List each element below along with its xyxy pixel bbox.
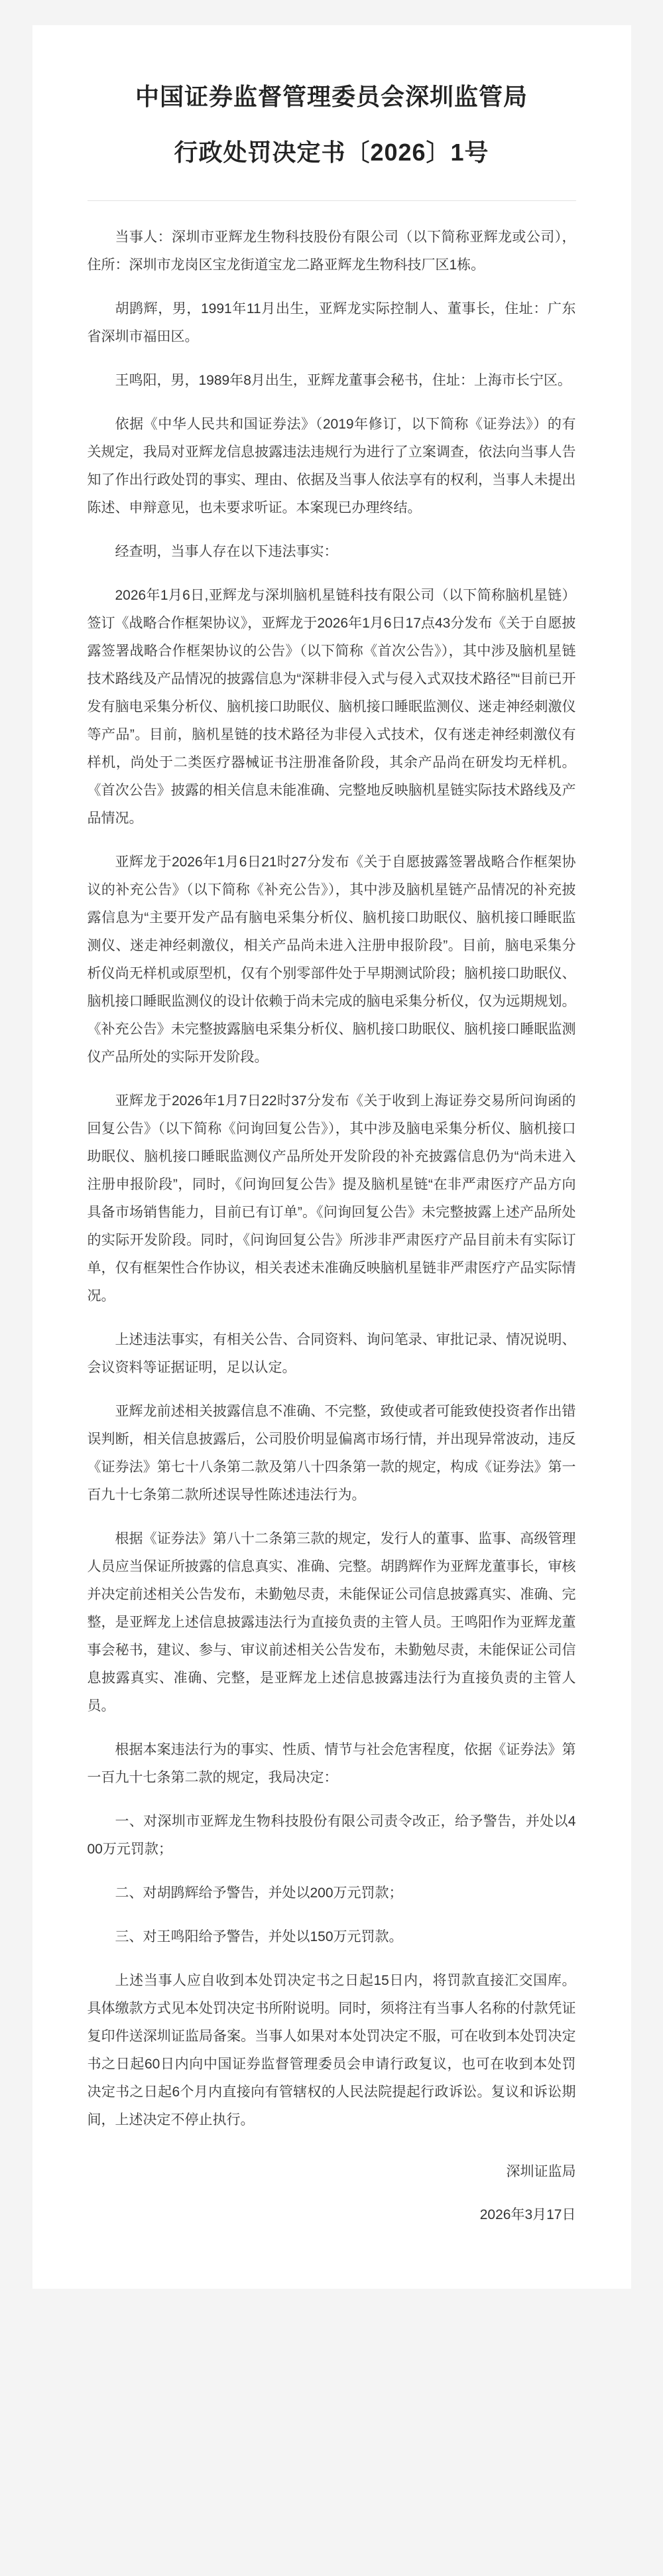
title-divider <box>88 200 576 201</box>
signature-authority: 深圳证监局 <box>506 2164 576 2179</box>
signature-date: 2026年3月17日 <box>479 2207 576 2222</box>
paragraph-legal-basis: 依据《中华人民共和国证券法》（2019年修订，以下简称《证券法》）的有关规定，我局对亚辉龙信息披露违法违规行为进行了立案调查，依法向当事人告知了作出行政处罚的事实、理由、依据及当事人依法享有的权利，当事人未提出陈述、申辩意见，也未要求听证。本案现已办理终结。 <box>87 417 576 515</box>
title-line-1: 中国证券监督管理委员会深圳监管局 <box>135 83 528 110</box>
paragraph-violation-conclusion: 亚辉龙前述相关披露信息不准确、不完整，致使或者可能致使投资者作出错误判断，相关信息披露后，公司股价明显偏离市场行情，并出现异常波动，违反《证券法》第七十八条第二款及第八十四条第一款的规定，构成《证券法》第一百九十七条第二款所述误导性陈述违法行为。 <box>87 1404 576 1503</box>
document-body <box>88 224 576 2134</box>
paragraph-payment-appeal: 上述当事人应自收到本处罚决定书之日起15日内，将罚款直接汇交国库。具体缴款方式见本处罚决定书所附说明。同时，须将注有当事人名称的付款凭证复印件送深圳证监局备案。当事人如果对本处罚决定不服，可在收到本处罚决定书之日起60日内向中国证券监督管理委员会申请行政复议，也可在收到本处罚决定书之日起6个月内直接向有管辖权的人民法院提起行政诉讼。复议和诉讼期间，上述决定不停止执行。 <box>87 1973 576 2128</box>
paragraph-penalty-company: 一、对深圳市亚辉龙生物科技股份有限公司责令改正，给予警告，并处以400万元罚款； <box>87 1814 576 1857</box>
paragraph-parties: 当事人：深圳市亚辉龙生物科技股份有限公司（以下简称亚辉龙或公司），住所：深圳市龙岗区宝龙街道宝龙二路亚辉龙生物科技厂区1栋。 <box>87 230 576 273</box>
paragraph-first-announcement: 2026年1月6日,亚辉龙与深圳脑机星链科技有限公司（以下简称脑机星链）签订《战略合作框架协议》，亚辉龙于2026年1月6日17点43分发布《关于自愿披露签署战略合作框架协议的公告》（以下简称《首次公告》），其中涉及脑机星链技术路线及产品情况的披露信息为“深耕非侵入式与侵入式双技术路径”“目前已开发有脑电采集分析仪、脑机接口助眠仪、脑机接口睡眠监测仪、迷走神经刺激仪等产品”。目前，脑机星链的技术路径为非侵入式技术，仅有迷走神经刺激仪有样机，尚处于二类医疗器械证书注册准备阶段，其余产品尚在研发均无样机。《首次公告》披露的相关信息未能准确、完整地反映脑机星链实际技术路线及产品情况。 <box>87 588 576 826</box>
title-line-2: 行政处罚决定书〔2026〕1号 <box>174 139 489 166</box>
paragraph-evidence: 上述违法事实，有相关公告、合同资料、询问笔录、审批记录、情况说明、会议资料等证据证明，足以认定。 <box>87 1332 576 1375</box>
paragraph-facts-intro: 经查明，当事人存在以下违法事实： <box>115 544 338 559</box>
paragraph-person-hu: 胡鹍辉，男，1991年11月出生，亚辉龙实际控制人、董事长，住址：广东省深圳市福田区。 <box>87 301 576 344</box>
paragraph-penalty-wang: 三、对王鸣阳给予警告，并处以150万元罚款。 <box>115 1929 403 1944</box>
paragraph-penalty-hu: 二、对胡鹍辉给予警告，并处以200万元罚款； <box>115 1885 403 1901</box>
paragraph-decision-intro: 根据本案违法行为的事实、性质、情节与社会危害程度，依据《证券法》第一百九十七条第二款的规定，我局决定： <box>87 1742 576 1785</box>
paragraph-inquiry-reply: 亚辉龙于2026年1月7日22时37分发布《关于收到上海证券交易所问询函的回复公告》（以下简称《问询回复公告》），其中涉及脑电采集分析仪、脑机接口助眠仪、脑机接口睡眠监测仪产品所处开发阶段的补充披露信息仍为“尚未进入注册申报阶段”，同时，《问询回复公告》提及脑机星链“在非严肃医疗产品方向具备市场销售能力，目前已有订单”。《问询回复公告》未完整披露上述产品所处的实际开发阶段。同时，《问询回复公告》所涉非严肃医疗产品目前未有实际订单，仅有框架性合作协议，相关表述未准确反映脑机星链非严肃医疗产品实际情况。 <box>87 1093 576 1304</box>
paragraph-supplementary-announcement: 亚辉龙于2026年1月6日21时27分发布《关于自愿披露签署战略合作框架协议的补充公告》（以下简称《补充公告》），其中涉及脑机星链产品情况的补充披露信息为“主要开发产品有脑电采集分析仪、脑机接口助眠仪、脑机接口睡眠监测仪、迷走神经刺激仪，相关产品尚未进入注册申报阶段”。目前，脑电采集分析仪尚无样机或原型机，仅有个别零部件处于早期测试阶段；脑机接口助眠仪、脑机接口睡眠监测仪的设计依赖于尚未完成的脑电采集分析仪，仅为远期规划。《补充公告》未完整披露脑电采集分析仪、脑机接口助眠仪、脑机接口睡眠监测仪产品所处的实际开发阶段。 <box>87 854 576 1065</box>
paragraph-person-wang: 王鸣阳，男，1989年8月出生，亚辉龙董事会秘书，住址：上海市长宁区。 <box>115 373 572 388</box>
document-title <box>88 69 576 180</box>
paragraph-responsibility: 根据《证券法》第八十二条第三款的规定，发行人的董事、监事、高级管理人员应当保证所披露的信息真实、准确、完整。胡鹍辉作为亚辉龙董事长，审核并决定前述相关公告发布，未勤勉尽责，未能保证公司信息披露真实、准确、完整，是亚辉龙上述信息披露违法行为直接负责的主管人员。王鸣阳作为亚辉龙董事会秘书，建议、参与、审议前述相关公告发布，未勤勉尽责，未能保证公司信息披露真实、准确、完整，是亚辉龙上述信息披露违法行为直接负责的主管人员。 <box>87 1531 576 1714</box>
document-card <box>32 25 631 2289</box>
signature-block <box>88 2158 576 2229</box>
